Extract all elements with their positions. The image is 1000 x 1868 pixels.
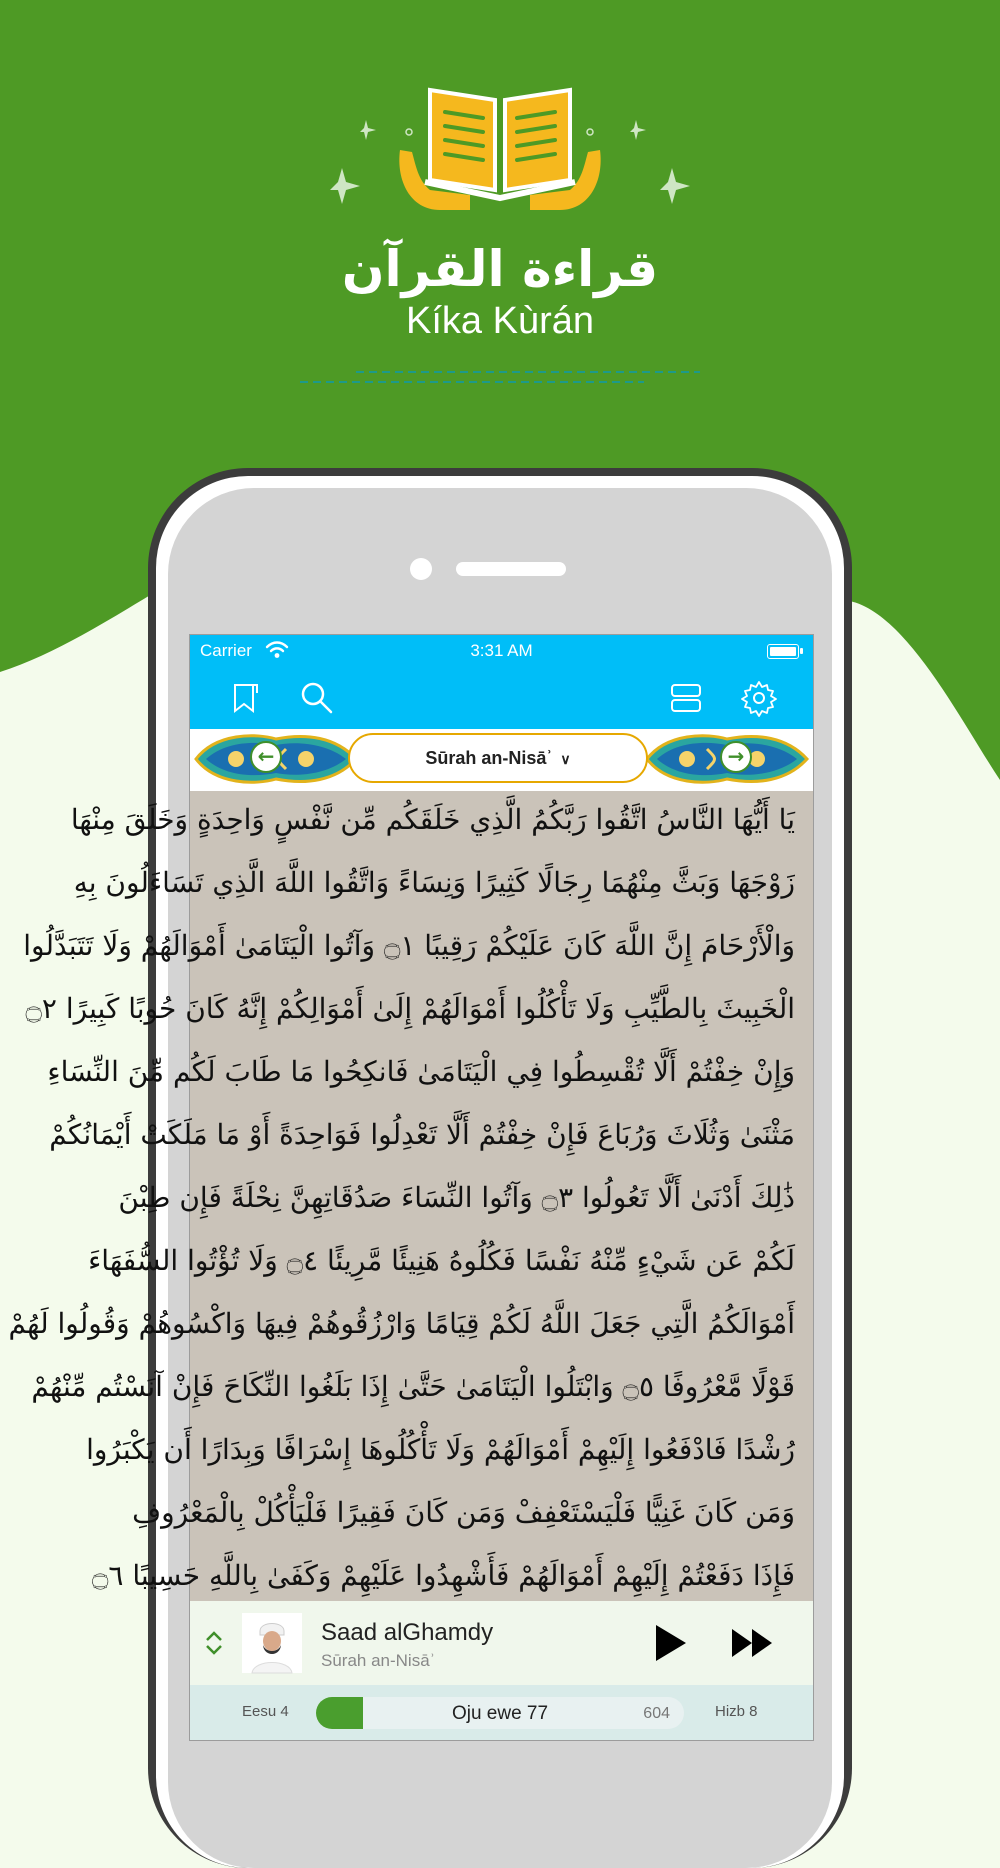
verse-line[interactable]: رُشْدًا فَادْفَعُوا إِلَيْهِمْ أَمْوَالَهُمْ وَلَا تَأْكُلُوهَا إِسْرَافًا وَبِدَارًا أَن يَكْبَرُوا: [86, 1433, 795, 1466]
page-progress-slider[interactable]: [316, 1697, 684, 1729]
carrier-label: Carrier: [200, 641, 252, 660]
bookmark-icon[interactable]: [226, 679, 264, 717]
surah-name: Sūrah an-Nisāʾ: [425, 748, 553, 768]
fast-forward-icon[interactable]: [730, 1623, 774, 1663]
next-page-button[interactable]: →: [720, 741, 752, 773]
play-icon[interactable]: [650, 1623, 690, 1663]
verse-line[interactable]: ذَٰلِكَ أَدْنَىٰ أَلَّا تَعُولُوا ۝٣ وَآتُوا النِّسَاءَ صَدُقَاتِهِنَّ نِحْلَةً فَإِن طِبْنَ: [118, 1181, 795, 1214]
reciter-name: Saad alGhamdy: [321, 1619, 494, 1646]
app-title-latin: Kíka Kùrán: [406, 300, 594, 342]
surah-navigation-bar: [190, 729, 813, 791]
quran-page: [8, 791, 813, 1601]
chevron-down-icon: ∨: [560, 751, 571, 768]
page-progress-row: [190, 1685, 813, 1740]
status-bar: [190, 635, 813, 667]
camera-icon: [410, 558, 432, 580]
surah-selector[interactable]: [348, 733, 648, 783]
search-icon[interactable]: [298, 679, 336, 717]
verse-line[interactable]: وَإِنْ خِفْتُمْ أَلَّا تُقْسِطُوا فِي الْيَتَامَىٰ فَانكِحُوا مَا طَابَ لَكُم مِّنَ النِّسَاءِ: [47, 1055, 795, 1088]
settings-icon[interactable]: [740, 679, 778, 717]
app-screen: [8, 634, 814, 1741]
speaker-grille: [456, 562, 566, 576]
verse-line[interactable]: وَمَن كَانَ غَنِيًّا فَلْيَسْتَعْفِفْ وَمَن كَانَ فَقِيرًا فَلْيَأْكُلْ بِالْمَعْرُوفِ: [132, 1496, 795, 1529]
main-toolbar: [190, 667, 813, 729]
audio-player: [190, 1601, 813, 1685]
juz-label: Eesu 4: [242, 1703, 289, 1720]
verse-line[interactable]: الْخَبِيثَ بِالطَّيِّبِ وَلَا تَأْكُلُوا أَمْوَالَهُمْ إِلَىٰ أَمْوَالِكُمْ إِنَّهُ كَانَ حُوبًا كَبِيرًا ۝٢: [25, 992, 795, 1025]
verse-line[interactable]: أَمْوَالَكُمُ الَّتِي جَعَلَ اللَّهُ لَكُمْ قِيَامًا وَارْزُقُوهُمْ فِيهَا وَاكْسُوهُمْ وَقُولُوا لَهُمْ: [8, 1307, 795, 1340]
previous-page-button[interactable]: ←: [250, 741, 282, 773]
hizb-label: Hizb 8: [715, 1703, 758, 1720]
expand-icon[interactable]: [204, 1629, 224, 1657]
battery-icon: [767, 644, 799, 659]
total-pages-label: 604: [643, 1705, 670, 1722]
verse-line[interactable]: لَكُمْ عَن شَيْءٍ مِّنْهُ نَفْسًا فَكُلُوهُ هَنِيئًا مَّرِيئًا ۝٤ وَلَا تُؤْتُوا السُّفَهَاءَ: [88, 1244, 795, 1277]
verse-line[interactable]: يَا أَيُّهَا النَّاسُ اتَّقُوا رَبَّكُمُ الَّذِي خَلَقَكُم مِّن نَّفْسٍ وَاحِدَةٍ وَخَلَقَ مِنْهَا: [70, 803, 795, 836]
app-hero: [0, 0, 1000, 400]
layout-icon[interactable]: [667, 679, 705, 717]
player-surah-name: Sūrah an-Nisāʾ: [321, 1651, 436, 1670]
clock: 3:31 AM: [470, 641, 533, 660]
verse-line[interactable]: فَإِذَا دَفَعْتُمْ إِلَيْهِمْ أَمْوَالَهُمْ فَأَشْهِدُوا عَلَيْهِمْ وَكَفَىٰ بِاللَّهِ حَسِيبًا ۝٦: [91, 1559, 795, 1592]
verse-line[interactable]: زَوْجَهَا وَبَثَّ مِنْهُمَا رِجَالًا كَثِيرًا وَنِسَاءً وَاتَّقُوا اللَّهَ الَّذِي تَسَاءَلُونَ بِهِ: [73, 866, 795, 899]
verse-line[interactable]: مَثْنَىٰ وَثُلَاثَ وَرُبَاعَ فَإِنْ خِفْتُمْ أَلَّا تَعْدِلُوا فَوَاحِدَةً أَوْ مَا مَلَكَتْ أَيْمَانُكُمْ: [49, 1118, 795, 1151]
avatar: [242, 1613, 302, 1673]
verse-line[interactable]: وَالْأَرْحَامَ إِنَّ اللَّهَ كَانَ عَلَيْكُمْ رَقِيبًا ۝١ وَآتُوا الْيَتَامَىٰ أَمْوَالَهُمْ وَلَا تَتَبَدَّلُوا: [23, 929, 795, 962]
decorative-dashes: [300, 368, 700, 388]
app-title-arabic: قراءة القرآن: [341, 240, 659, 298]
quran-book-logo-icon: [300, 80, 700, 230]
page-number-label: Oju ewe 77: [451, 1703, 549, 1724]
reciter-photo: [242, 1613, 302, 1673]
verse-line[interactable]: قَوْلًا مَّعْرُوفًا ۝٥ وَابْتَلُوا الْيَتَامَىٰ حَتَّىٰ إِذَا بَلَغُوا النِّكَاحَ فَإِنْ آنَسْتُم مِّنْهُمْ: [31, 1370, 795, 1403]
